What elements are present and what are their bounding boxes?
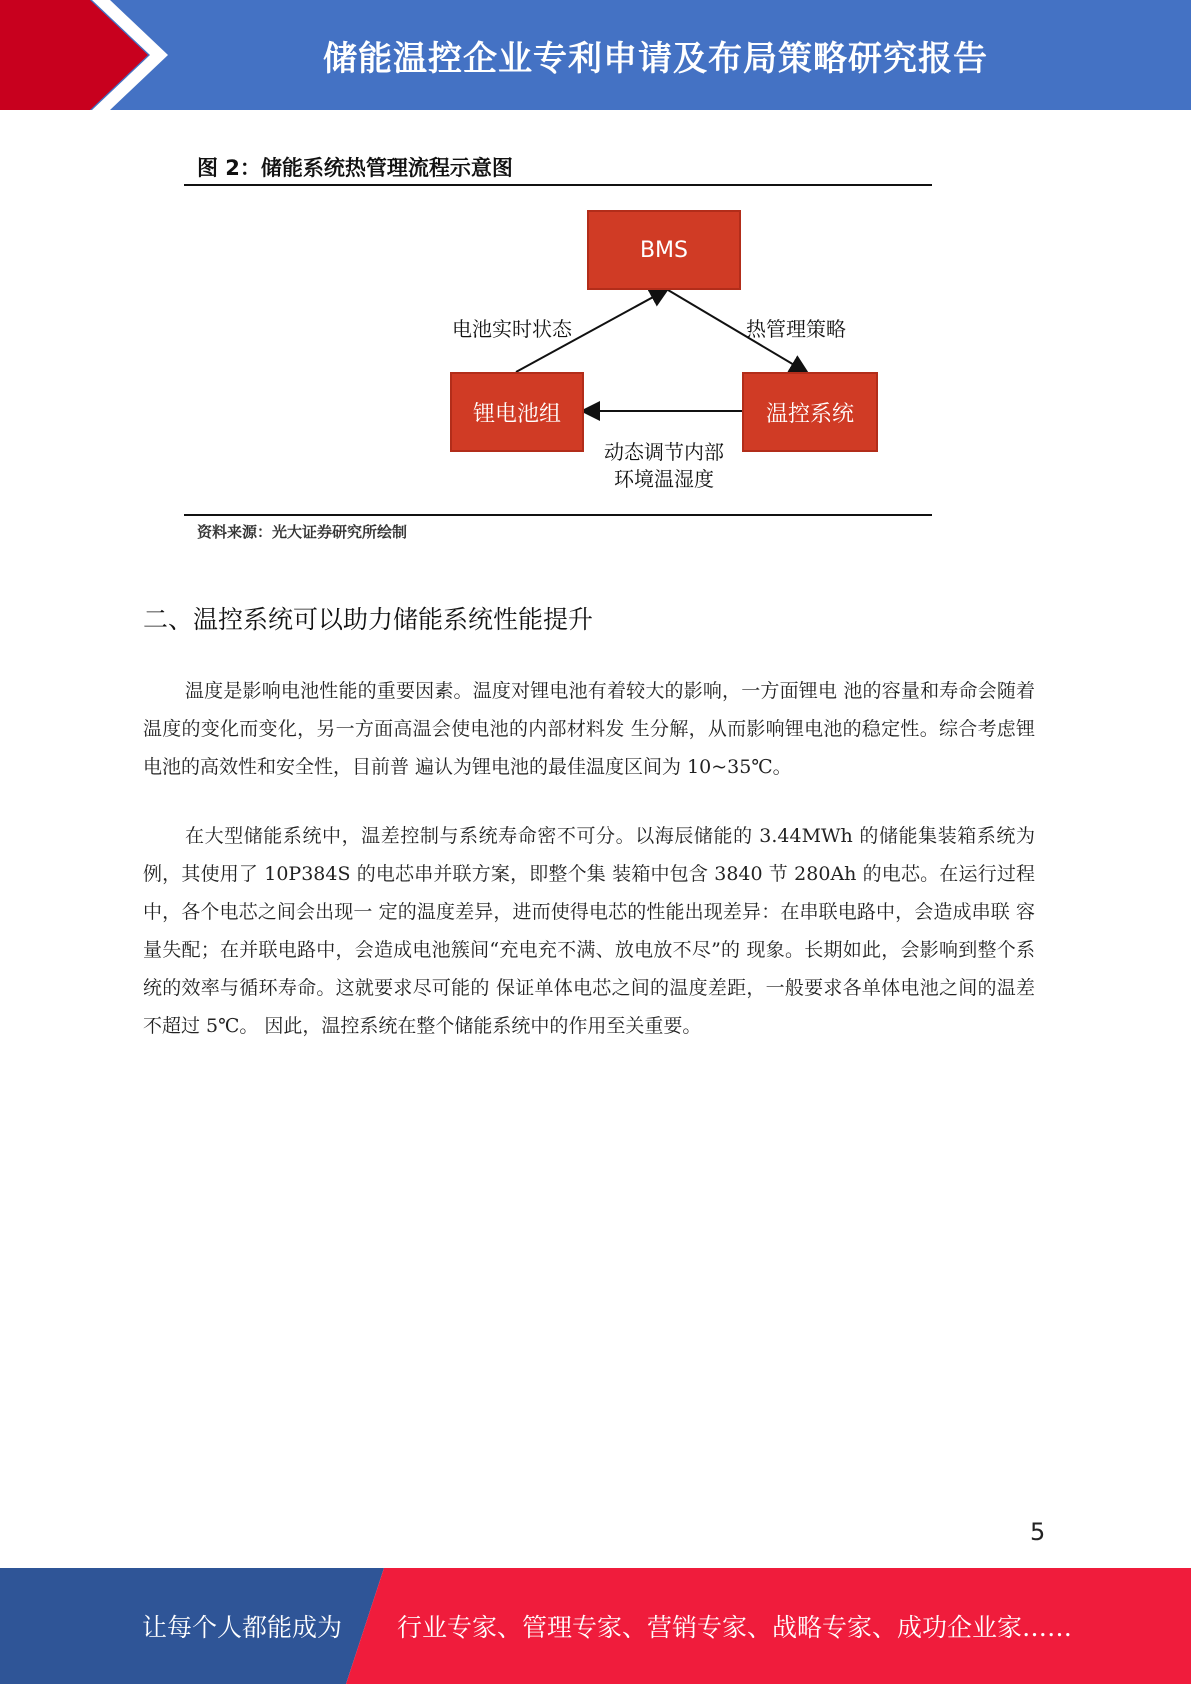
edge-label-battery-status: 电池实时状态 (452, 317, 572, 341)
edge-label-line-2: 环境温湿度 (614, 467, 714, 491)
report-title: 储能温控企业专利申请及布局策略研究报告 (323, 38, 988, 79)
paragraph-2: 在大型储能系统中，温差控制与系统寿命密不可分。以海辰储能的 3.44MWh 的储能集装箱系统为例，其使用了 10P384S 的电芯串并联方案，即整个集 装箱中包含 3840 节 280Ah 的电芯。在运行过程中，各个电芯之间会出现一 定的温度差异，进而使得电芯的性能出现差异：在串联电路中，会造成串联 容量失配；在并联电路中，会造成电池簇间“充电充不满、放电放不尽”的 现象。长期如此，会影响到整个系统的效率与循环寿命。这就要求尽可能的 保证单体电芯之间的温度差距，一般要求各单体电池之间的温差不超过 5℃。 因此，温控系统在整个储能系统中的作用至关重要。 (143, 825, 1035, 1037)
footer-slogan-left: 让每个人都能成为 (142, 1613, 343, 1642)
diagram-arrows (184, 186, 932, 514)
page-header (0, 0, 1191, 110)
edge-label-environment-adjust (594, 439, 734, 493)
paragraph-1: 温度是影响电池性能的重要因素。温度对锂电池有着较大的影响，一方面锂电 池的容量和寿命会随着温度的变化而变化，另一方面高温会使电池的内部材料发 生分解，从而影响锂电池的稳定性。综合考虑锂电池的高效性和安全性，目前普 遍认为锂电池的最佳温度区间为 10~35℃。 (143, 680, 1035, 778)
node-battery-pack: 锂电池组 (450, 372, 584, 452)
figure-title: 图 2：储能系统热管理流程示意图 (197, 156, 513, 180)
edge-label-line-1: 动态调节内部 (604, 440, 724, 464)
thermal-management-diagram (184, 186, 932, 514)
node-thermal-system: 温控系统 (742, 372, 878, 452)
node-bms: BMS (587, 210, 741, 290)
page-number: 5 (1030, 1518, 1046, 1546)
page-footer (0, 1568, 1191, 1684)
figure-bottom-rule (184, 514, 932, 516)
edge-label-thermal-strategy: 热管理策略 (746, 317, 846, 341)
section-heading: 二、温控系统可以助力储能系统性能提升 (143, 605, 594, 634)
figure-source: 资料来源：光大证券研究所绘制 (197, 523, 408, 541)
footer-slogan-right: 行业专家、管理专家、营销专家、战略专家、成功企业家…… (397, 1613, 1073, 1642)
